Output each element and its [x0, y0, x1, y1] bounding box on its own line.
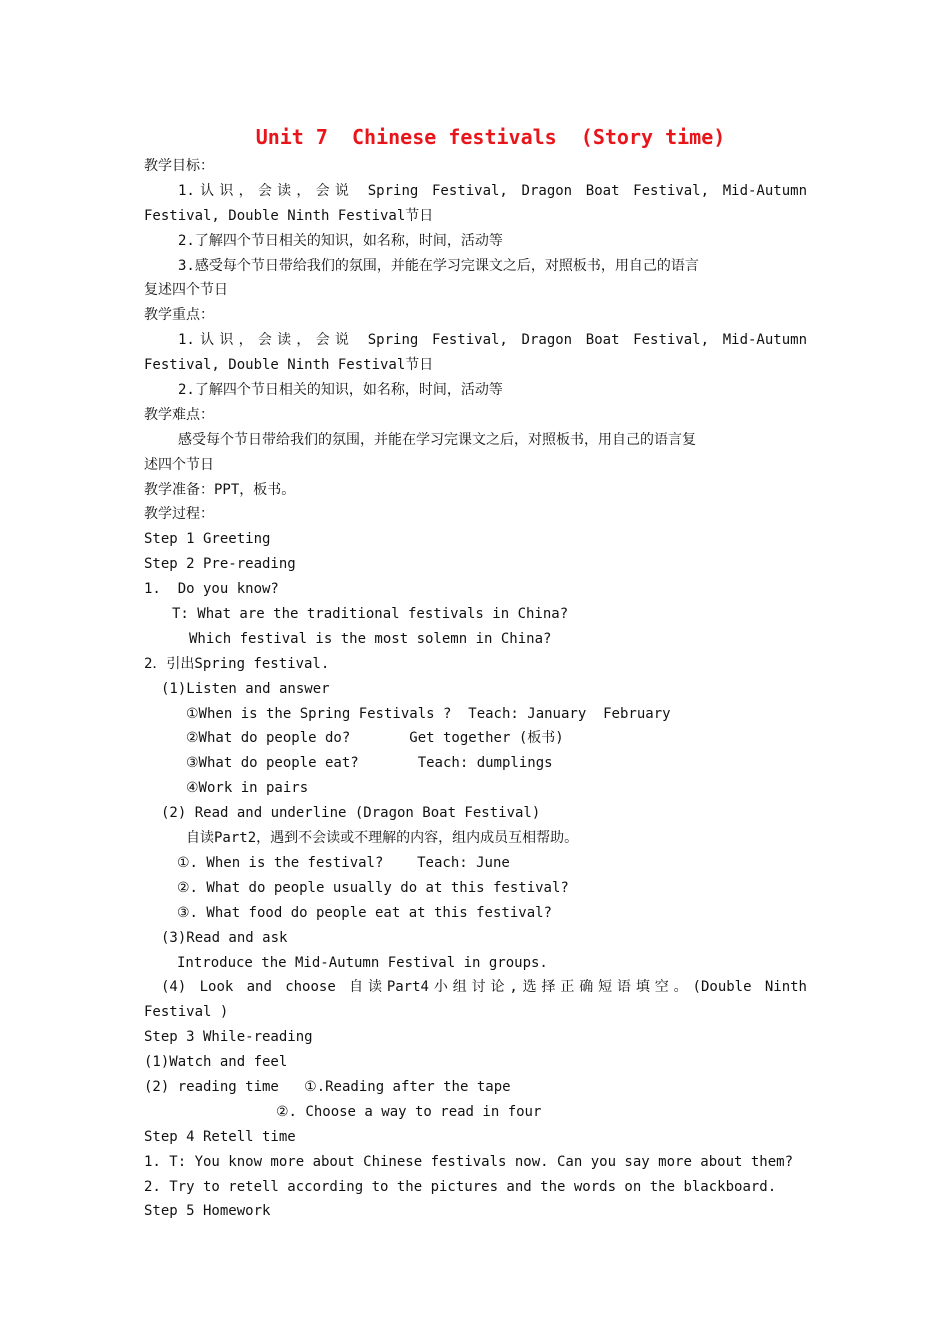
section-heading-key-points: 教学重点： — [144, 307, 214, 324]
objective-1-line-2: Festival, Double Ninth Festival节日 — [144, 207, 434, 224]
activity-2-q2: ②. What do people usually do at this festival? — [177, 879, 569, 896]
activity-4-line-1: (4) Look and choose 自读Part4小组讨论,选择正确短语填空。(Double Ninth — [161, 979, 807, 996]
activity-3-heading: (3)Read and ask — [161, 929, 288, 946]
objective-1-line-1: 1.认识，会读，会说 Spring Festival, Dragon Boat Festival, Mid-Autumn — [178, 182, 807, 199]
section-heading-objectives: 教学目标： — [144, 158, 214, 174]
key-point-1-line-1: 1.认识，会读，会说 Spring Festival, Dragon Boat Festival, Mid-Autumn — [178, 332, 807, 349]
step-4-item-1: 1. T: You know more about Chinese festivals now. Can you say more about them? — [144, 1153, 794, 1170]
section-heading-process: 教学过程： — [144, 506, 214, 523]
difficulty-line-2: 述四个节日 — [144, 456, 214, 473]
step-2-item-1: 1. Do you know? — [144, 581, 279, 598]
step-3-item-1: (1)Watch and feel — [144, 1054, 288, 1071]
step-4-heading: Step 4 Retell time — [144, 1128, 296, 1145]
step-2-question-1: T: What are the traditional festivals in China? — [172, 606, 569, 623]
objective-2: 2.了解四个节日相关的知识，如名称，时间，活动等 — [178, 232, 503, 249]
key-point-2: 2.了解四个节日相关的知识，如名称，时间，活动等 — [178, 382, 503, 399]
step-5-heading: Step 5 Homework — [144, 1203, 271, 1220]
activity-3-instruction: Introduce the Mid-Autumn Festival in groups. — [177, 954, 548, 971]
step-4-item-2: 2. Try to retell according to the pictures and the words on the blackboard. — [144, 1178, 777, 1195]
activity-2-instruction: 自读Part2，遇到不会读或不理解的内容，组内成员互相帮助。 — [186, 830, 579, 847]
difficulty-line-1: 感受每个节日带给我们的氛围，并能在学习完课文之后，对照板书，用自己的语言复 — [178, 431, 696, 448]
activity-1-q1: ①When is the Spring Festivals ? Teach: January February — [186, 705, 671, 722]
objective-3-line-1: 3.感受每个节日带给我们的氛围，并能在学习完课文之后，对照板书，用自己的语言 — [178, 257, 699, 274]
document-page — [144, 120, 807, 1224]
step-3-item-2: (2) reading time ①.Reading after the tape — [144, 1078, 511, 1095]
step-3-item-2-sub: ②. Choose a way to read in four — [276, 1103, 542, 1120]
objective-3-line-2: 复述四个节日 — [144, 282, 228, 299]
section-heading-difficulties: 教学难点： — [144, 406, 214, 423]
activity-1-q3: ③What do people eat? Teach: dumplings — [186, 755, 553, 772]
activity-1-q2: ②What do people do? Get together (板书) — [186, 730, 564, 747]
step-2-question-2: Which festival is the most solemn in China? — [189, 630, 552, 647]
activity-1-q4: ④Work in pairs — [186, 780, 309, 797]
activity-1-heading: (1)Listen and answer — [161, 680, 330, 697]
document-title: Unit 7 Chinese festivals (Story time) — [255, 125, 726, 149]
key-point-1-line-2: Festival, Double Ninth Festival节日 — [144, 357, 434, 374]
step-1-heading: Step 1 Greeting — [144, 531, 271, 548]
activity-2-q3: ③. What food do people eat at this festival? — [177, 904, 552, 921]
activity-2-heading: (2) Read and underline (Dragon Boat Festival) — [161, 805, 541, 822]
activity-4-line-2: Festival ) — [144, 1004, 229, 1021]
step-2-item-2: 2．引出Spring festival. — [144, 655, 330, 672]
step-2-heading: Step 2 Pre-reading — [144, 556, 296, 573]
step-3-heading: Step 3 While-reading — [144, 1029, 313, 1046]
section-heading-preparation: 教学准备：PPT，板书。 — [144, 481, 296, 498]
activity-2-q1: ①. When is the festival? Teach: June — [177, 854, 510, 871]
